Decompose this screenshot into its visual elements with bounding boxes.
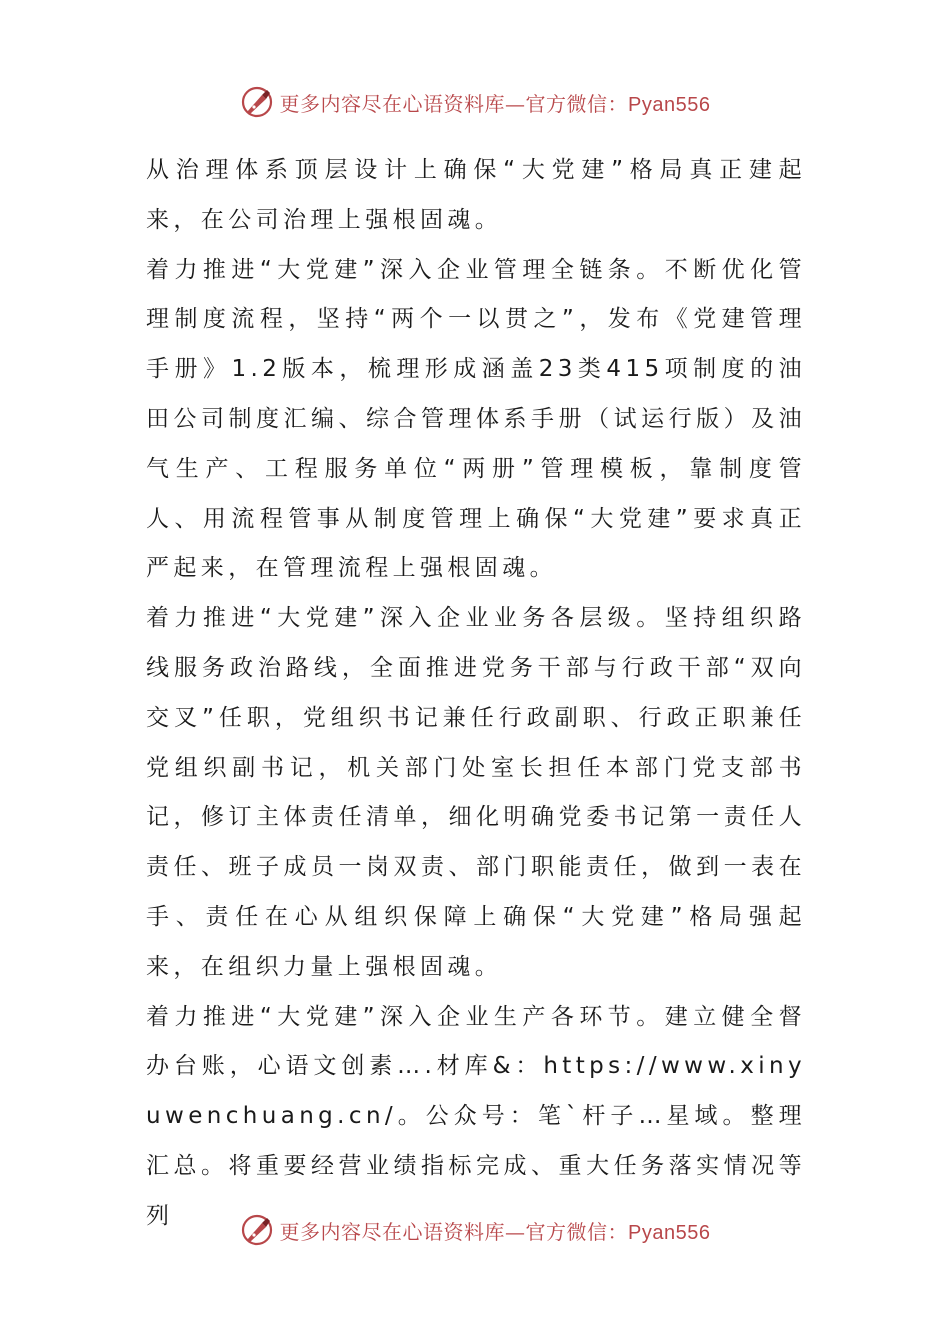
- footer-banner-text: [280, 1216, 711, 1245]
- page-footer: [0, 1210, 950, 1250]
- document-body: [146, 146, 806, 1242]
- pen-nib-logo-icon: [240, 1213, 274, 1247]
- pen-nib-logo-icon: [240, 85, 274, 119]
- footer-banner: [240, 1213, 711, 1247]
- footer-wechat-handle: Pyan556: [628, 1221, 711, 1244]
- paragraph-2: 着力推进“大党建”深入企业管理全链条。不断优化管理制度流程，坚持“两个一以贯之”，发布《党建管理手册》1.2版本，梳理形成涵盖23类415项制度的油田公司制度汇编、综合管理体系手册（试运行版）及油气生产、工程服务单位“两册”管理模板，靠制度管人、用流程管事从制度管理上确保“大党建”要求真正严起来，在管理流程上强根固魂。: [146, 256, 806, 582]
- paragraph-1: 从治理体系顶层设计上确保“大党建”格局真正建起来，在公司治理上强根固魂。: [146, 157, 806, 233]
- page-header: [0, 82, 950, 122]
- header-banner-text: [280, 88, 711, 117]
- header-wechat-handle: Pyan556: [628, 93, 711, 116]
- header-banner: [240, 85, 711, 119]
- header-banner-label: 更多内容尽在心语资料库—官方微信：: [279, 91, 629, 116]
- paragraph-3: 着力推进“大党建”深入企业业务各层级。坚持组织路线服务政治路线，全面推进党务干部与行政干部“双向交叉”任职，党组织书记兼任行政副职、行政正职兼任党组织副书记，机关部门处室长担任本部门党支部书记，修订主体责任清单，细化明确党委书记第一责任人责任、班子成员一岗双责、部门职能责任，做到一表在手、责任在心从组织保障上确保“大党建”格局强起来，在组织力量上强根固魂。: [146, 605, 806, 980]
- footer-banner-label: 更多内容尽在心语资料库—官方微信：: [279, 1219, 629, 1244]
- paragraph-4: 着力推进“大党建”深入企业生产各环节。建立健全督办台账，心语文创素….材库&：https://www.xinyuwenchuang.cn/。公众号：笔`杆子…星域。整理汇总。将重要经营业绩指标完成、重大任务落实情况等列: [146, 1003, 806, 1229]
